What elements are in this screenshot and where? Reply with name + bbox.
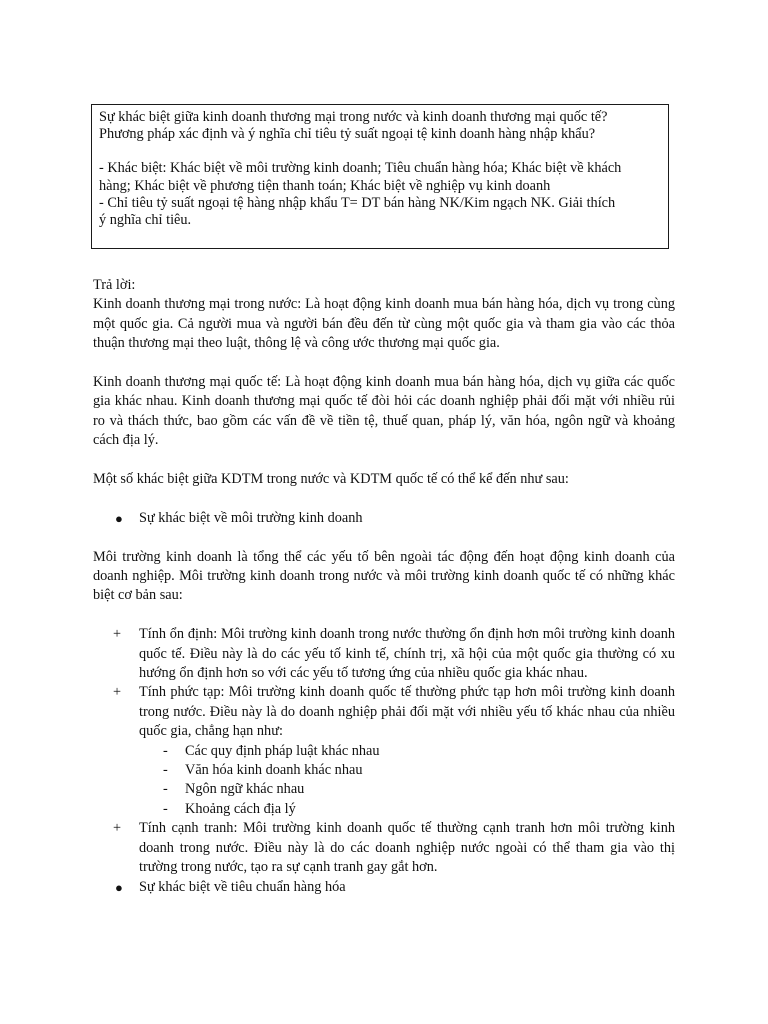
paragraph-international: Kinh doanh thương mại quốc tế: Là hoạt động kinh doanh mua bán hàng hóa, dịch vụ giữa các quốc gia khác nhau. Kinh doanh thương mại quốc tế đòi hỏi các doanh nghiệp phải đối mặt với nhiều rủi ro và thách thức, bao gồm các vấn đề về tiền tệ, thuế quan, pháp lý, văn hóa, ngôn ngữ và khoảng cách địa lý. (93, 374, 675, 449)
plus-marker: + (113, 684, 122, 701)
answer-label: Trả lời: (93, 277, 136, 293)
plus-item (93, 819, 675, 877)
dash-marker: - (163, 762, 168, 779)
plus-marker: + (113, 820, 122, 837)
plus-text: Tính cạnh tranh: Môi trường kinh doanh quốc tế thường cạnh tranh hơn môi trường kinh doanh trong nước. Điều này là do các doanh nghiệp nước ngoài có thể tham gia vào thị trường trong nước, tạo ra sự cạnh tranh gay gắt hơn. (139, 820, 675, 876)
answer-key-line: ý nghĩa chỉ tiêu. (99, 212, 192, 229)
dash-item (93, 761, 675, 780)
paragraph-environment: Môi trường kinh doanh là tổng thể các yếu tố bên ngoài tác động đến hoạt động kinh doanh của doanh nghiệp. Môi trường kinh doanh trong nước và môi trường kinh doanh quốc tế có những khác biệt cơ bản sau: (93, 548, 675, 604)
dash-text: Ngôn ngữ khác nhau (185, 781, 305, 798)
bullet-item (93, 509, 675, 528)
plus-text: Tính phức tạp: Môi trường kinh doanh quốc tế thường phức tạp hơn môi trường kinh doanh trong nước. Điều này là do doanh nghiệp phải đối mặt với nhiều yếu tố khác nhau của nhiều quốc gia, chẳng hạn như: (139, 684, 675, 740)
plus-text: Tính ổn định: Môi trường kinh doanh trong nước thường ổn định hơn môi trường kinh doanh quốc tế. Điều này là do các yếu tố kinh tế, chính trị, xã hội của một quốc gia thường có xu hướng ổn định hơn so với các yếu tố tương ứng của nhiều quốc gia khác nhau. (139, 626, 675, 682)
dash-text: Văn hóa kinh doanh khác nhau (185, 762, 363, 779)
question-line: Sự khác biệt giữa kinh doanh thương mại trong nước và kinh doanh thương mại quốc tế? (99, 109, 608, 125)
bullet-marker: ● (115, 879, 123, 895)
dash-item (93, 800, 675, 819)
plus-item (93, 625, 675, 683)
plus-marker: + (113, 626, 122, 643)
answer-content (93, 276, 675, 897)
dash-item (93, 780, 675, 799)
paragraph-domestic: Kinh doanh thương mại trong nước: Là hoạt động kinh doanh mua bán hàng hóa, dịch vụ trong cùng một quốc gia. Cả người mua và người bán đều đến từ cùng một quốc gia và tham gia vào các thỏa thuận thương mại theo luật, thông lệ và công ước thương mại quốc gia. (93, 296, 675, 352)
plus-item (93, 683, 675, 741)
question-line: Phương pháp xác định và ý nghĩa chỉ tiêu tỷ suất ngoại tệ kinh doanh hàng nhập khẩu? (99, 126, 596, 143)
question-box (91, 104, 669, 249)
bullet-text: Sự khác biệt về tiêu chuẩn hàng hóa (139, 878, 346, 895)
dash-marker: - (163, 800, 168, 817)
dash-text: Khoảng cách địa lý (185, 800, 296, 817)
answer-key-line: - Chỉ tiêu tỷ suất ngoại tệ hàng nhập khẩu T= DT bán hàng NK/Kim ngạch NK. Giải thích (99, 194, 616, 211)
dash-item (93, 742, 675, 761)
answer-key-line: - Khác biệt: Khác biệt về môi trường kinh doanh; Tiêu chuẩn hàng hóa; Khác biệt về khách (99, 160, 622, 177)
paragraph-intro: Một số khác biệt giữa KDTM trong nước và KDTM quốc tế có thể kể đến như sau: (93, 471, 569, 488)
dash-marker: - (163, 781, 168, 798)
bullet-text: Sự khác biệt về môi trường kinh doanh (139, 509, 363, 526)
bullet-item (93, 878, 675, 897)
answer-key-line: hàng; Khác biệt về phương tiện thanh toán; Khác biệt về nghiệp vụ kinh doanh (99, 177, 551, 194)
bullet-marker: ● (115, 510, 123, 526)
dash-text: Các quy định pháp luật khác nhau (185, 742, 380, 759)
dash-marker: - (163, 742, 168, 759)
